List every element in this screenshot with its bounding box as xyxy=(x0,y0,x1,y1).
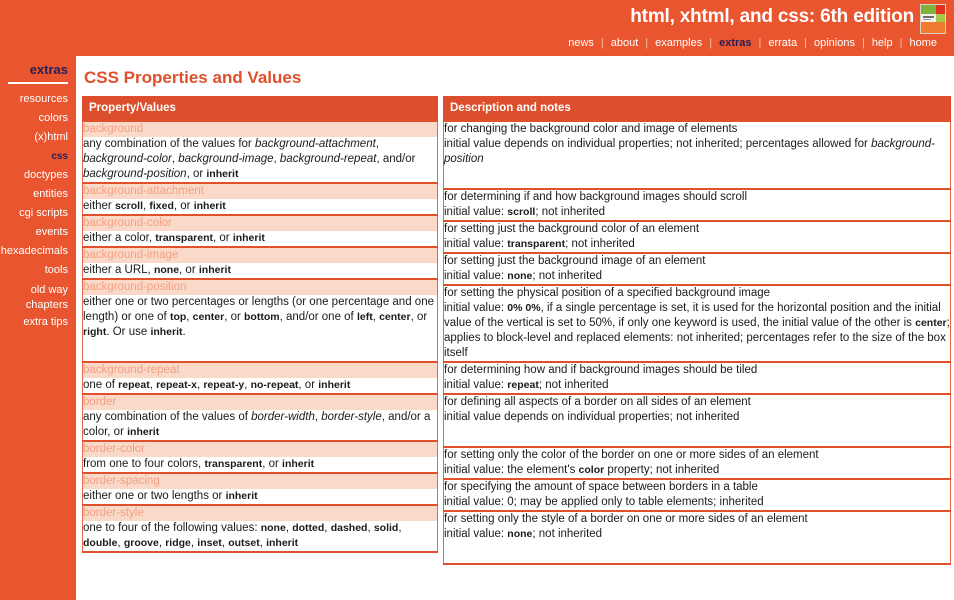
nav-item-news[interactable]: news xyxy=(568,37,594,49)
page-title: CSS Properties and Values xyxy=(84,68,302,87)
table-row xyxy=(444,362,951,378)
property-name-cell: background xyxy=(83,121,438,137)
property-name-cell: border xyxy=(83,394,438,410)
sidebar-divider xyxy=(8,82,68,84)
properties-tables xyxy=(76,96,954,565)
nav-separator: | xyxy=(709,37,713,49)
property-values-body xyxy=(83,121,438,552)
property-values-cell: one to four of the following values: none, dotted, dashed, solid, double, groove, ridge, inset, outset, inherit xyxy=(83,521,438,552)
sidebar-item-cgi-scripts[interactable]: cgi scripts xyxy=(19,207,68,219)
property-values-cell: any combination of the values of border-width, border-style, and/or a color, or inherit xyxy=(83,410,438,441)
table-row xyxy=(444,205,951,221)
table-row xyxy=(444,463,951,479)
table-row xyxy=(444,237,951,253)
notes-cell: initial value: the element's color property; not inherited xyxy=(444,463,951,479)
nav-separator: | xyxy=(758,37,762,49)
site-header xyxy=(0,0,954,56)
table-row xyxy=(83,378,438,394)
table-row xyxy=(444,137,951,189)
table-row xyxy=(83,183,438,199)
notes-cell: initial value: scroll; not inherited xyxy=(444,205,951,221)
page-body xyxy=(0,56,954,600)
table-row xyxy=(83,489,438,505)
table-row xyxy=(83,279,438,295)
table-row xyxy=(444,410,951,447)
description-cell: for changing the background color and image of elements xyxy=(444,121,951,137)
nav-item-home[interactable]: home xyxy=(909,37,937,49)
table-row xyxy=(444,221,951,237)
property-values-table xyxy=(82,96,438,553)
property-name-cell: border-style xyxy=(83,505,438,521)
nav-item-errata[interactable]: errata xyxy=(768,37,798,49)
nav-item-about[interactable]: about xyxy=(610,37,639,49)
notes-cell: initial value depends on individual properties; not inherited xyxy=(444,410,951,447)
table-row xyxy=(444,447,951,463)
sidebar-item-entities[interactable]: entities xyxy=(33,188,68,200)
site-title: html, xhtml, and css: 6th edition xyxy=(630,6,914,27)
property-values-cell: either a URL, none, or inherit xyxy=(83,263,438,279)
table-row xyxy=(83,263,438,279)
description-cell: for setting just the background image of an element xyxy=(444,253,951,269)
content-area xyxy=(76,56,954,600)
table-row xyxy=(83,394,438,410)
property-name-cell: border-color xyxy=(83,441,438,457)
table-row xyxy=(83,473,438,489)
property-values-cell: either one or two percentages or lengths (or one percentage and one length) or one of top, center, or bottom, and/or one of left, center, or right. Or use inherit. xyxy=(83,295,438,362)
top-navigation[interactable] xyxy=(561,36,944,50)
property-values-cell: one of repeat, repeat-x, repeat-y, no-repeat, or inherit xyxy=(83,378,438,394)
nav-separator: | xyxy=(804,37,807,49)
description-cell: for setting only the color of the border on one or more sides of an element xyxy=(444,447,951,463)
notes-cell: initial value: transparent; not inherited xyxy=(444,237,951,253)
description-cell: for defining all aspects of a border on all sides of an element xyxy=(444,394,951,410)
table-row xyxy=(444,378,951,394)
property-values-cell: from one to four colors, transparent, or inherit xyxy=(83,457,438,473)
description-notes-body xyxy=(444,121,951,564)
notes-cell: initial value: none; not inherited xyxy=(444,527,951,564)
brand-row xyxy=(630,4,946,34)
nav-separator: | xyxy=(645,37,649,49)
sidebar-item-extra-tips[interactable]: extra tips xyxy=(23,316,68,328)
nav-item-extras[interactable]: extras xyxy=(719,37,752,49)
table-row xyxy=(444,511,951,527)
property-name-cell: background-image xyxy=(83,247,438,263)
table-row xyxy=(444,301,951,362)
table-row xyxy=(444,479,951,495)
table-row xyxy=(83,215,438,231)
description-cell: for setting the physical position of a specified background image xyxy=(444,285,951,301)
table-row xyxy=(83,521,438,552)
table-row xyxy=(444,253,951,269)
table-row xyxy=(444,495,951,511)
table-row xyxy=(83,137,438,183)
sidebar-item-old-way[interactable] xyxy=(0,280,72,313)
description-cell: for determining how and if background images should be tiled xyxy=(444,362,951,378)
sidebar-item-doctypes[interactable]: doctypes xyxy=(23,169,68,181)
sidebar-item-resources[interactable]: resources xyxy=(19,93,68,105)
notes-cell: initial value: repeat; not inherited xyxy=(444,378,951,394)
sidebar-heading: extras xyxy=(29,62,68,77)
property-name-cell: background-position xyxy=(83,279,438,295)
column-header-description-notes: Description and notes xyxy=(444,97,951,122)
description-cell: for setting just the background color of an element xyxy=(444,221,951,237)
table-row xyxy=(444,269,951,285)
property-values-cell: either scroll, fixed, or inherit xyxy=(83,199,438,215)
notes-cell: initial value depends on individual properties; not inherited; percentages allowed for background-position xyxy=(444,137,951,189)
table-row xyxy=(83,362,438,378)
table-row xyxy=(444,285,951,301)
column-header-property-values: Property/Values xyxy=(83,97,438,122)
property-values-cell: either one or two lengths or inherit xyxy=(83,489,438,505)
sidebar-item-events[interactable]: events xyxy=(35,226,68,238)
nav-item-help[interactable]: help xyxy=(871,37,893,49)
sidebar-item-label: old way xyxy=(30,284,68,296)
sidebar-item--x-html[interactable]: (x)html xyxy=(34,131,68,143)
table-row xyxy=(83,231,438,247)
notes-cell: initial value: 0; may be applied only to table elements; inherited xyxy=(444,495,951,511)
table-row xyxy=(444,394,951,410)
table-row xyxy=(83,121,438,137)
table-row xyxy=(444,527,951,564)
sidebar-item-css[interactable]: css xyxy=(51,151,68,162)
table-row xyxy=(83,410,438,441)
book-cover-logo-icon xyxy=(920,4,946,34)
property-name-cell: background-repeat xyxy=(83,362,438,378)
sidebar-item-label: chapters xyxy=(25,299,68,311)
notes-cell: initial value: 0% 0%, if a single percentage is set, it is used for the horizontal position and the initial value of the vertical is set to 50%, if only one keyword is used, the initial value of the other is center; applies to block-level and replaced elements: not inherited; percentages refer to the size of the box itself xyxy=(444,301,951,362)
table-row xyxy=(83,457,438,473)
property-name-cell: background-color xyxy=(83,215,438,231)
description-notes-table xyxy=(443,96,951,565)
sidebar xyxy=(0,56,72,332)
nav-separator: | xyxy=(899,37,903,49)
property-values-cell: any combination of the values for background-attachment, background-color, background-image, background-repeat, and/or background-position, or inherit xyxy=(83,137,438,183)
sidebar-item-colors[interactable]: colors xyxy=(38,112,68,124)
property-name-cell: background-attachment xyxy=(83,183,438,199)
table-row xyxy=(83,199,438,215)
nav-item-opinions[interactable]: opinions xyxy=(813,37,855,49)
property-name-cell: border-spacing xyxy=(83,473,438,489)
nav-separator: | xyxy=(861,37,865,49)
table-row xyxy=(83,441,438,457)
sidebar-item-hexadecimals[interactable]: hexadecimals xyxy=(0,245,68,257)
description-cell: for determining if and how background images should scroll xyxy=(444,189,951,205)
nav-item-examples[interactable]: examples xyxy=(655,37,703,49)
table-row xyxy=(83,295,438,362)
property-values-cell: either a color, transparent, or inherit xyxy=(83,231,438,247)
sidebar-item-list xyxy=(0,90,72,332)
sidebar-item-tools[interactable]: tools xyxy=(44,264,68,276)
table-row xyxy=(444,121,951,137)
nav-separator: | xyxy=(600,37,604,49)
table-row xyxy=(444,189,951,205)
table-row xyxy=(83,247,438,263)
description-cell: for specifying the amount of space between borders in a table xyxy=(444,479,951,495)
notes-cell: initial value: none; not inherited xyxy=(444,269,951,285)
table-row xyxy=(83,505,438,521)
description-cell: for setting only the style of a border on one or more sides of an element xyxy=(444,511,951,527)
